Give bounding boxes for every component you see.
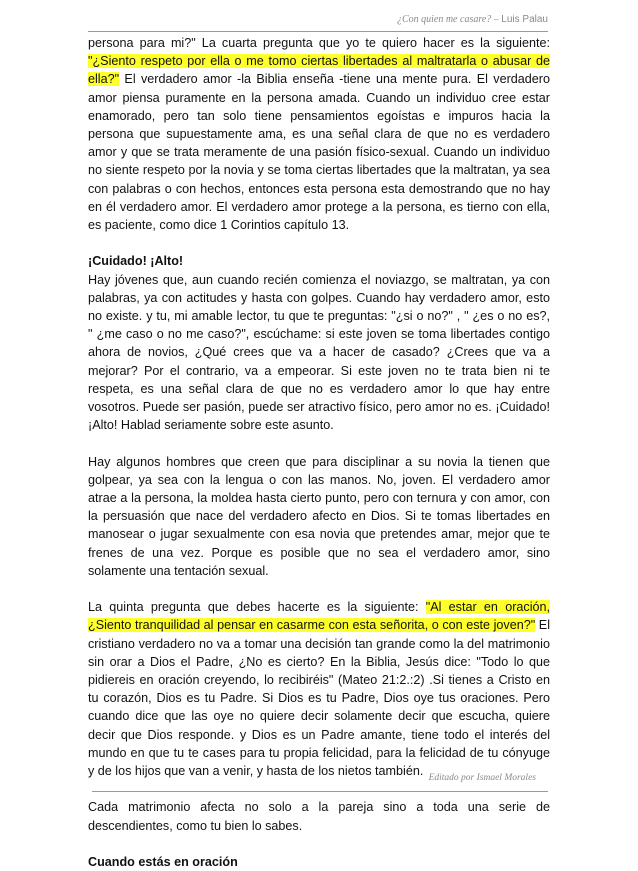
- running-footer: Editado por Ismael Morales: [428, 773, 536, 783]
- paragraph-hombres: Hay algunos hombres que creen que para disciplinar a su novia la tienen que golpear, ya sea con la lengua o con las manos. No, joven. El verdadero amor atrae a la persona, la moldea hasta cierto punto, pero con ternura y con amor, con la persuasión que nace del verdadero afecto en Dios. Si te tomas libertades en manosear o jugar sexualmente con esa novia que pretendes amar, mejor que te frenes de una vez. Porque es posible que no sea el verdadero amor, sino solamente una tentación sexual.: [88, 454, 550, 578]
- header-author: Luis Palau: [501, 14, 548, 25]
- paragraph-matrimonio: Cada matrimonio afecta no solo a la pareja sino a toda una serie de descendientes, como tu bien lo sabes.: [88, 800, 550, 833]
- paragraph-quinta-pregunta: [88, 598, 550, 780]
- highlighted-question-oracion: "Al estar en oración, ¿Siento tranquilidad al pensar en casarme con esta señorita, o con este joven?": [88, 600, 550, 633]
- header-title: ¿Con quien me casare?: [396, 14, 492, 25]
- paragraph-cuarta-pregunta: [88, 34, 550, 234]
- heading-cuidado-alto: ¡Cuidado! ¡Alto!: [88, 254, 184, 269]
- document-body: [88, 34, 550, 871]
- footer-rule: [92, 791, 548, 792]
- header-separator: –: [491, 14, 502, 25]
- paragraph-text: El verdadero amor -la Biblia enseña -tiene una mente pura. El verdadero amor piensa puramente en la persona amada. Cuando un individuo cree estar enamorado, pero tan solo tiene pensamientos egoístas e impuros hacia la persona que supuestamente ama, es una señal clara de que no es verdadero amor y que se trata meramente de una pasión físico-sexual. Cuando un individuo no siente respeto por la novia y se toma ciertas libertades que la maltratan, ya sea con palabras o con hechos, entonces esta persona esta demostrando que no hay en él verdadero amor. El verdadero amor protege a la persona, es tierno con ella, es paciente, como dice 1 Corintios capítulo 13.: [88, 72, 550, 233]
- paragraph-text: persona para mi?" La cuarta pregunta que yo te quiero hacer es la siguiente:: [88, 36, 550, 50]
- paragraph-text: El cristiano verdadero no va a tomar una decisión tan grande como la del matrimonio sin orar a Dios el Padre, ¿No es cierto? En la Biblia, Jesús dice: "Todo lo que pidiereis en oración creyendo, lo recibiréis" (Mateo 21:2.:2) .Si tienes a Cristo en tu corazón, Dios es tu Padre. Si Dios es tu Padre, Dios oye tus oraciones. Pero cuando dice que las oye no quiere decir solamente decir que escucha, quiere decir que Dios responde. y Dios es un Padre amante, tiene todo el interés del mundo en que tu te cases para tu propia felicidad, para la felicidad de tu cónyuge y de los hijos que van a venir, y hasta de los nietos también.: [88, 618, 550, 779]
- running-header: [88, 14, 548, 25]
- paragraph-text: La quinta pregunta que debes hacerte es la siguiente:: [88, 600, 426, 615]
- heading-cuando-oracion: Cuando estás en oración: [88, 855, 238, 870]
- header-rule: [88, 31, 548, 32]
- paragraph-jovenes: Hay jóvenes que, aun cuando recién comienza el noviazgo, se maltratan, ya con palabras, ya con actitudes y hasta con golpes. Cuando hay verdadero amor, esto no existe. y tu, mi amable lector, tu que te preguntas: "¿si o no?" , " ¿es o no es?, " ¿me caso o no me caso?", escúchame: si este joven se toma libertades contigo ahora de novios, ¿Qué crees que va a hacer de casado? ¿Crees que va a mejorar? Por el contrario, va a empeorar. Si este joven no te trata bien ni te respeta, es una señal clara de que no es verdadero amor lo que hay entre vosotros. Puede ser pasión, puede ser atractivo físico, pero amor no es. ¡Cuidado! ¡Alto! Hablad seriamente sobre este asunto.: [88, 272, 550, 433]
- highlighted-question-respeto: "¿Siento respeto por ella o me tomo ciertas libertades al maltratarla o abusar de ella?": [88, 54, 550, 87]
